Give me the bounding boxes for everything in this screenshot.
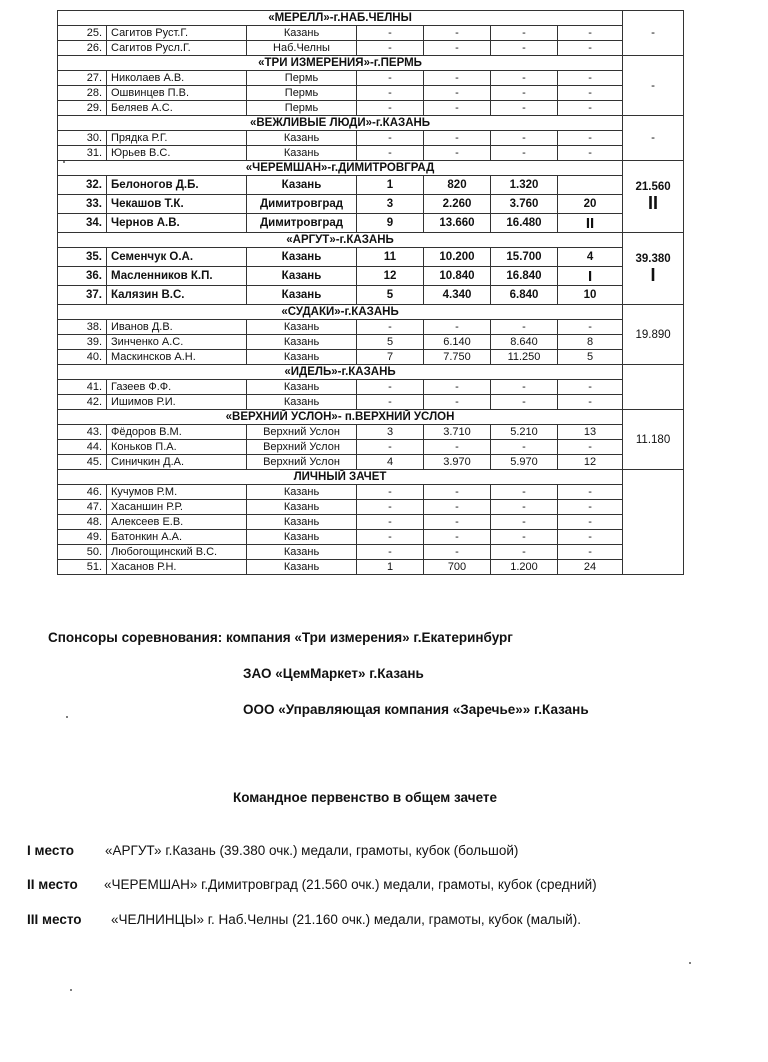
- place-text: «АРГУТ» г.Казань (39.380 очк.) медали, грамоты, кубок (большой): [105, 843, 519, 858]
- result-cell: 9: [357, 214, 424, 233]
- participant-number: 31.: [58, 146, 107, 161]
- participant-city: Казань: [247, 320, 357, 335]
- result-cell: 10.840: [424, 267, 491, 286]
- result-cell: 3: [357, 195, 424, 214]
- result-cell: -: [357, 380, 424, 395]
- sponsor-line: ООО «Управляющая компания «Заречье»» г.Казань: [243, 702, 589, 717]
- result-cell: -: [424, 515, 491, 530]
- team-score-cell: [623, 470, 684, 575]
- result-cell: 700: [424, 560, 491, 575]
- participant-number: 40.: [58, 350, 107, 365]
- place-text: «ЧЕРЕМШАН» г.Димитровград (21.560 очк.) медали, грамоты, кубок (средний): [104, 877, 597, 892]
- result-cell: 5: [357, 286, 424, 305]
- result-cell: -: [491, 26, 558, 41]
- result-cell: -: [357, 101, 424, 116]
- participant-city: Казань: [247, 286, 357, 305]
- result-cell: -: [558, 320, 623, 335]
- result-cell: I: [558, 267, 623, 286]
- result-cell: -: [424, 26, 491, 41]
- participant-city: Казань: [247, 267, 357, 286]
- team-score-cell: [623, 11, 684, 56]
- participant-name: Ишимов Р.И.: [107, 395, 247, 410]
- participant-row: [58, 515, 684, 530]
- result-cell: -: [491, 440, 558, 455]
- result-cell: 1.200: [491, 560, 558, 575]
- team-score-cell: [623, 116, 684, 161]
- team-total-score: -: [651, 27, 655, 39]
- participant-name: Прядка Р.Г.: [107, 131, 247, 146]
- result-cell: -: [424, 485, 491, 500]
- result-cell: 10.200: [424, 248, 491, 267]
- result-cell: 11: [357, 248, 424, 267]
- result-cell: -: [558, 86, 623, 101]
- sponsors-heading: Спонсоры соревнования: компания «Три измерения» г.Екатеринбург: [48, 630, 513, 645]
- participant-number: 26.: [58, 41, 107, 56]
- place-label: II место: [27, 877, 78, 892]
- result-cell: 4: [357, 455, 424, 470]
- result-cell: -: [491, 395, 558, 410]
- participant-name: Хасаншин Р.Р.: [107, 500, 247, 515]
- participant-number: 49.: [58, 530, 107, 545]
- participant-row: [58, 545, 684, 560]
- result-cell: 5: [357, 335, 424, 350]
- participant-row: [58, 560, 684, 575]
- result-cell: -: [558, 131, 623, 146]
- participant-name: Фёдоров В.М.: [107, 425, 247, 440]
- participant-name: Синичкин Д.А.: [107, 455, 247, 470]
- participant-name: Николаев А.В.: [107, 71, 247, 86]
- participant-row: [58, 101, 684, 116]
- result-cell: -: [558, 545, 623, 560]
- participant-row: [58, 350, 684, 365]
- result-cell: 4.340: [424, 286, 491, 305]
- participant-number: 30.: [58, 131, 107, 146]
- participant-city: Казань: [247, 380, 357, 395]
- result-cell: 13: [558, 425, 623, 440]
- result-cell: -: [357, 26, 424, 41]
- participant-number: 43.: [58, 425, 107, 440]
- participant-number: 48.: [58, 515, 107, 530]
- result-cell: -: [357, 41, 424, 56]
- result-cell: -: [558, 146, 623, 161]
- result-cell: 3: [357, 425, 424, 440]
- result-cell: 5.210: [491, 425, 558, 440]
- participant-number: 46.: [58, 485, 107, 500]
- team-total-score: 19.890: [635, 328, 671, 341]
- participant-city: Казань: [247, 335, 357, 350]
- results-table: [57, 10, 684, 575]
- result-cell: 12: [558, 455, 623, 470]
- participant-row: [58, 286, 684, 305]
- result-cell: -: [424, 101, 491, 116]
- team-name: «ВЕРХНИЙ УСЛОН»- п.ВЕРХНИЙ УСЛОН: [58, 410, 623, 425]
- result-cell: -: [357, 500, 424, 515]
- team-name: «ЧЕРЕМШАН»-г.ДИМИТРОВГРАД: [58, 161, 623, 176]
- result-cell: -: [424, 131, 491, 146]
- participant-city: Верхний Услон: [247, 425, 357, 440]
- result-cell: -: [424, 545, 491, 560]
- participant-city: Казань: [247, 485, 357, 500]
- participant-number: 42.: [58, 395, 107, 410]
- result-cell: 820: [424, 176, 491, 195]
- result-cell: -: [424, 440, 491, 455]
- participant-name: Иванов Д.В.: [107, 320, 247, 335]
- result-cell: -: [491, 500, 558, 515]
- participant-number: 34.: [58, 214, 107, 233]
- sponsor-line: ЗАО «ЦемМаркет» г.Казань: [243, 666, 424, 681]
- participant-city: Казань: [247, 515, 357, 530]
- scan-speck: [66, 716, 68, 718]
- result-cell: 12: [357, 267, 424, 286]
- result-cell: 6.140: [424, 335, 491, 350]
- team-total-score: 39.380: [635, 252, 671, 265]
- participant-row: [58, 86, 684, 101]
- place-text: «ЧЕЛНИНЦЫ» г. Наб.Челны (21.160 очк.) медали, грамоты, кубок (малый).: [111, 912, 581, 927]
- participant-number: 33.: [58, 195, 107, 214]
- participant-name: Чекашов Т.К.: [107, 195, 247, 214]
- participant-city: Пермь: [247, 101, 357, 116]
- result-cell: 3.710: [424, 425, 491, 440]
- result-cell: -: [424, 320, 491, 335]
- result-cell: -: [491, 530, 558, 545]
- participant-city: Пермь: [247, 71, 357, 86]
- team-header-row: [58, 470, 684, 485]
- participant-number: 29.: [58, 101, 107, 116]
- participant-name: Ошвинцев П.В.: [107, 86, 247, 101]
- participant-city: Димитровград: [247, 195, 357, 214]
- participant-row: [58, 425, 684, 440]
- result-cell: -: [424, 380, 491, 395]
- participant-row: [58, 335, 684, 350]
- participant-number: 37.: [58, 286, 107, 305]
- participant-city: Казань: [247, 395, 357, 410]
- participant-city: Казань: [247, 146, 357, 161]
- participant-name: Кучумов Р.М.: [107, 485, 247, 500]
- participant-city: Пермь: [247, 86, 357, 101]
- participant-name: Масленников К.П.: [107, 267, 247, 286]
- result-cell: -: [491, 146, 558, 161]
- place-label: I место: [27, 843, 75, 858]
- team-header-row: [58, 161, 684, 176]
- result-cell: -: [558, 530, 623, 545]
- result-cell: -: [357, 320, 424, 335]
- participant-number: 51.: [58, 560, 107, 575]
- participant-row: [58, 485, 684, 500]
- result-cell: -: [357, 146, 424, 161]
- participant-number: 27.: [58, 71, 107, 86]
- participant-row: [58, 395, 684, 410]
- result-cell: -: [424, 530, 491, 545]
- result-cell: 5: [558, 350, 623, 365]
- participant-row: [58, 146, 684, 161]
- team-place: I: [650, 264, 656, 285]
- team-header-row: [58, 410, 684, 425]
- participant-city: Верхний Услон: [247, 455, 357, 470]
- result-cell: -: [491, 86, 558, 101]
- participant-city: Казань: [247, 560, 357, 575]
- participant-number: 25.: [58, 26, 107, 41]
- result-cell: 1: [357, 560, 424, 575]
- result-cell: 13.660: [424, 214, 491, 233]
- participant-city: Казань: [247, 545, 357, 560]
- result-cell: -: [357, 395, 424, 410]
- participant-city: Казань: [247, 26, 357, 41]
- result-cell: -: [357, 545, 424, 560]
- participant-name: Семенчук О.А.: [107, 248, 247, 267]
- result-cell: -: [491, 380, 558, 395]
- participant-city: Верхний Услон: [247, 440, 357, 455]
- team-name: «ТРИ ИЗМЕРЕНИЯ»-г.ПЕРМЬ: [58, 56, 623, 71]
- participant-row: [58, 248, 684, 267]
- participant-name: Батонкин А.А.: [107, 530, 247, 545]
- participant-number: 44.: [58, 440, 107, 455]
- result-cell: 16.480: [491, 214, 558, 233]
- result-cell: -: [424, 500, 491, 515]
- result-cell: -: [491, 545, 558, 560]
- participant-city: Казань: [247, 176, 357, 195]
- participant-city: Димитровград: [247, 214, 357, 233]
- participant-name: Любогощинский В.С.: [107, 545, 247, 560]
- result-cell: 6.840: [491, 286, 558, 305]
- result-cell: 3.760: [491, 195, 558, 214]
- result-cell: -: [558, 41, 623, 56]
- result-cell: 5.970: [491, 455, 558, 470]
- participant-row: [58, 455, 684, 470]
- result-cell: -: [491, 485, 558, 500]
- result-cell: -: [424, 71, 491, 86]
- participant-number: 36.: [58, 267, 107, 286]
- result-cell: 8: [558, 335, 623, 350]
- result-cell: -: [357, 71, 424, 86]
- result-cell: -: [558, 485, 623, 500]
- participant-name: Алексеев Е.В.: [107, 515, 247, 530]
- place-label: III место: [27, 912, 82, 927]
- participant-row: [58, 530, 684, 545]
- result-cell: -: [424, 395, 491, 410]
- result-cell: -: [558, 395, 623, 410]
- result-cell: [558, 176, 623, 195]
- result-cell: 4: [558, 248, 623, 267]
- participant-number: 47.: [58, 500, 107, 515]
- participant-row: [58, 195, 684, 214]
- participant-number: 38.: [58, 320, 107, 335]
- result-cell: -: [357, 440, 424, 455]
- scan-speck: [689, 962, 691, 964]
- result-cell: 2.260: [424, 195, 491, 214]
- participant-row: [58, 131, 684, 146]
- participant-name: Зинченко А.С.: [107, 335, 247, 350]
- participant-name: Газеев Ф.Ф.: [107, 380, 247, 395]
- team-total-score: -: [651, 79, 655, 92]
- team-name: ЛИЧНЫЙ ЗАЧЕТ: [58, 470, 623, 485]
- result-cell: -: [357, 86, 424, 101]
- participant-row: [58, 320, 684, 335]
- participant-name: Хасанов Р.Н.: [107, 560, 247, 575]
- participant-number: 39.: [58, 335, 107, 350]
- participant-name: Коньков П.А.: [107, 440, 247, 455]
- result-cell: -: [424, 41, 491, 56]
- team-name: «МЕРЕЛЛ»-г.НАБ.ЧЕЛНЫ: [58, 11, 623, 26]
- participant-name: Калязин В.С.: [107, 286, 247, 305]
- result-cell: -: [491, 71, 558, 86]
- participant-row: [58, 26, 684, 41]
- result-cell: -: [558, 500, 623, 515]
- result-cell: 7.750: [424, 350, 491, 365]
- team-standings-title: Командное первенство в общем зачете: [233, 790, 498, 805]
- participant-row: [58, 71, 684, 86]
- team-name: «ВЕЖЛИВЫЕ ЛЮДИ»-г.КАЗАНЬ: [58, 116, 623, 131]
- result-cell: 3.970: [424, 455, 491, 470]
- participant-city: Казань: [247, 350, 357, 365]
- participant-row: [58, 41, 684, 56]
- participant-number: 28.: [58, 86, 107, 101]
- result-cell: -: [491, 41, 558, 56]
- participant-name: Маскинсков А.Н.: [107, 350, 247, 365]
- result-cell: -: [424, 86, 491, 101]
- team-header-row: [58, 11, 684, 26]
- result-cell: -: [357, 485, 424, 500]
- participant-city: Казань: [247, 530, 357, 545]
- participant-name: Юрьев В.С.: [107, 146, 247, 161]
- result-cell: -: [558, 515, 623, 530]
- team-score-cell: [623, 410, 684, 470]
- team-total-score: -: [651, 132, 655, 144]
- result-cell: -: [491, 131, 558, 146]
- participant-name: Чернов А.В.: [107, 214, 247, 233]
- result-cell: 15.700: [491, 248, 558, 267]
- result-cell: 8.640: [491, 335, 558, 350]
- participant-row: [58, 380, 684, 395]
- participant-city: Наб.Челны: [247, 41, 357, 56]
- team-header-row: [58, 56, 684, 71]
- team-name: «СУДАКИ»-г.КАЗАНЬ: [58, 305, 623, 320]
- result-cell: 1: [357, 176, 424, 195]
- participant-row: [58, 214, 684, 233]
- results-body: [58, 11, 684, 575]
- participant-city: Казань: [247, 248, 357, 267]
- result-cell: 1.320: [491, 176, 558, 195]
- team-name: «АРГУТ»-г.КАЗАНЬ: [58, 233, 623, 248]
- result-cell: 11.250: [491, 350, 558, 365]
- result-cell: 16.840: [491, 267, 558, 286]
- participant-number: 50.: [58, 545, 107, 560]
- result-cell: 7: [357, 350, 424, 365]
- result-cell: -: [491, 515, 558, 530]
- result-cell: 24: [558, 560, 623, 575]
- team-total-score: 11.180: [635, 433, 671, 446]
- result-cell: -: [357, 131, 424, 146]
- result-cell: -: [424, 146, 491, 161]
- team-header-row: [58, 116, 684, 131]
- participant-row: [58, 176, 684, 195]
- result-cell: -: [357, 515, 424, 530]
- result-cell: II: [558, 214, 623, 233]
- participant-number: 41.: [58, 380, 107, 395]
- participant-name: Сагитов Руст.Г.: [107, 26, 247, 41]
- result-cell: -: [491, 320, 558, 335]
- team-header-row: [58, 233, 684, 248]
- team-total-score: 21.560: [635, 180, 671, 193]
- team-header-row: [58, 305, 684, 320]
- result-cell: -: [558, 440, 623, 455]
- scan-speck: [70, 989, 72, 991]
- result-cell: -: [558, 71, 623, 86]
- participant-number: 32.: [58, 176, 107, 195]
- team-score-cell: [623, 365, 684, 410]
- participant-city: Казань: [247, 500, 357, 515]
- participant-city: Казань: [247, 131, 357, 146]
- scan-speck: [63, 161, 65, 163]
- team-header-row: [58, 365, 684, 380]
- participant-number: 45.: [58, 455, 107, 470]
- team-score-cell: [623, 233, 684, 305]
- participant-row: [58, 440, 684, 455]
- team-score-cell: [623, 305, 684, 365]
- result-cell: -: [357, 530, 424, 545]
- result-cell: -: [558, 26, 623, 41]
- participant-number: 35.: [58, 248, 107, 267]
- team-place: II: [648, 192, 659, 213]
- participant-name: Беляев А.С.: [107, 101, 247, 116]
- participant-row: [58, 500, 684, 515]
- team-score-cell: [623, 56, 684, 116]
- result-cell: -: [558, 101, 623, 116]
- result-cell: -: [558, 380, 623, 395]
- result-cell: 10: [558, 286, 623, 305]
- result-cell: 20: [558, 195, 623, 214]
- participant-name: Сагитов Русл.Г.: [107, 41, 247, 56]
- team-name: «ИДЕЛЬ»-г.КАЗАНЬ: [58, 365, 623, 380]
- participant-name: Белоногов Д.Б.: [107, 176, 247, 195]
- team-score-cell: [623, 161, 684, 233]
- result-cell: -: [491, 101, 558, 116]
- participant-row: [58, 267, 684, 286]
